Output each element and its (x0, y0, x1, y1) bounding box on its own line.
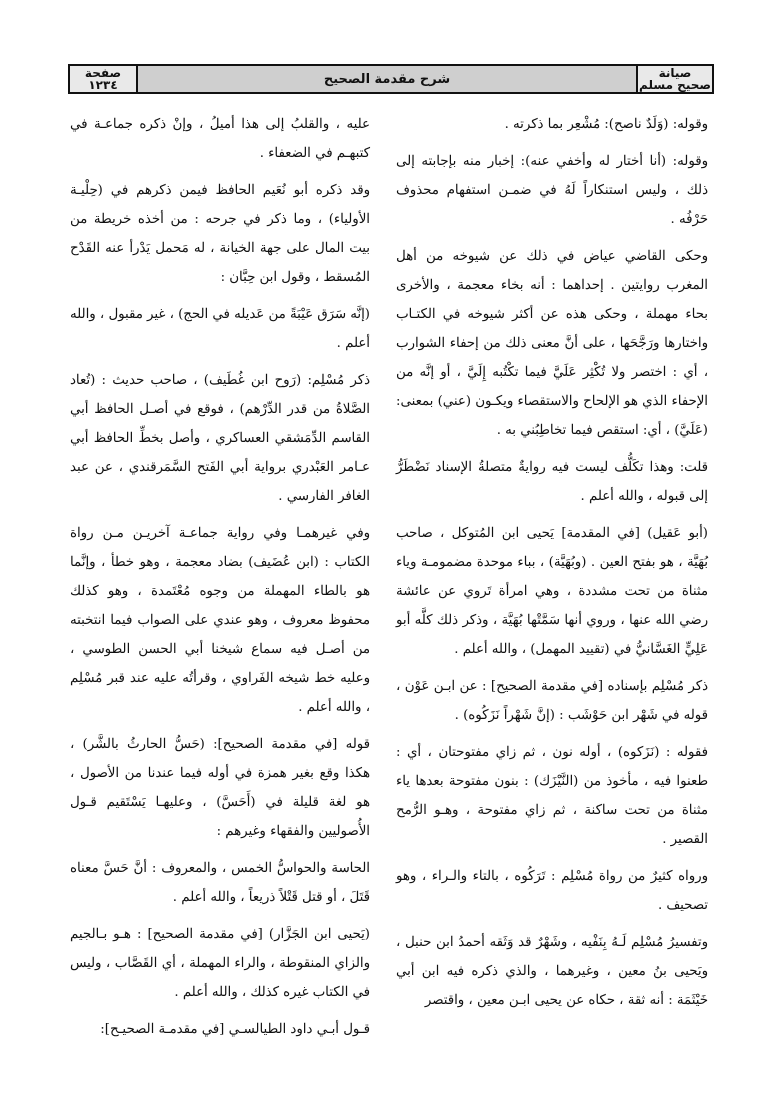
left-text-column (70, 110, 370, 1044)
paragraph: قوله [في مقدمة الصحيح]: (حَسُّ الحارثُ بالشَّر) ، هكذا وقع بغير همزة في أوله فيما عندنا من الأصول ، هو لغة قليلة في (أَحَسَّ) ، وعليهـا يَسْتَقيم قـول الأُصوليين والفقهاء وغيرهم : (70, 737, 370, 839)
paragraph: ذكر مُسْلِم: (رَوح ابن غُطَيف) ، صاحب حديث : (تُعاد الصَّلاةُ من قدر الدِّرْهم) ، فوقع في أصـل الحافظ أبي القاسم الدِّمَشقي العساكري ، وأصل بخطِّ الحافظ أبي عـامر العَبْدري برواية أبي الفَتح السَّمَرقندي ، عن عبد الغافر الفارسي . (70, 373, 370, 504)
header-chapter-title: شرح مقدمة الصحيح (323, 71, 451, 87)
paragraph: وقوله: (وَلَدٌ ناصح): مُشْعِر بما ذكرته . (504, 117, 708, 132)
running-header (68, 64, 714, 94)
paragraph: ورواه كثيرٌ من رواة مُسْلِم : تَرَكُوه ، بالتاء والـراء ، وهو تصحيف . (396, 869, 708, 913)
paragraph: عليه ، والقلبُ إلى هذا أميلُ ، وإنْ ذكره جماعـة في كتبهـم في الضعفاء . (70, 117, 370, 161)
paragraph: وتفسيرُ مُسْلِم لَـهُ بِنَفْيه ، وشَهْرٌ قد وَثَقه أحمدُ ابن حنبل ، ويَحيى بنُ معين ، وغيرهما ، والذي ذكره فيه ابن أبي خَيْثَمَة : أنه ثقة ، حكاه عن يحيى ابـن معين ، واقتصر (396, 935, 708, 1008)
paragraph: وقد ذكره أبو نُعَيم الحافظ فيمن ذكرهم في (حِلْيـة الأولياء) ، وما ذكر في جرحه : من أخذه خريطة من بيت المال على جهة الخيانة ، له مَحمل يَدْرأ عنه القَدْح المُسقط ، وقول ابن حِبَّان : (70, 183, 370, 285)
paragraph: وحكى القاضي عياض في ذلك عن شيوخه من أهل المغرب روايتين . إحداهما : أنه بخاء معجمة ، والأخرى بحاء مهملة ، وحكى هذه عن أكثر شيوخه في الكتـاب واختارها ورَجَّحَها ، على أنَّ معنى ذلك من إحفاء الشوارب ، أي : اختصر ولا تُكْثِر عَلَيَّ فيما تكْتُبه إِلَيَّ ، أو إنَّه من الإحفاء الذي هو الإلحاح والاستقصاء ويكـون (عني) بمعنى: (عَلَيَّ) ، أي: استقص فيما تخاطِبُني به . (396, 249, 708, 438)
paragraph: وفي غيرهمـا وفي رواية جماعـة آخريـن مـن رواة الكتاب : (ابن عُضَيف) بضاد معجمة ، وهو خطأ ، وإنَّما هو بالطاء المهملة من وجوه مُعْتَمدة ، وهو كذلك محفوظ معروف ، وهو عندي على الصواب فيما انتخبته من أصـل فيه سماع شيخنا أبي الحسن الطوسي ، وعليه خط شيخه الفَراوي ، وقرأتُه عليه عند قبر مُسْلِم ، والله أعلم . (70, 526, 370, 715)
paragraph: ذكر مُسْلِم بإسناده [في مقدمة الصحيح] : عن ابـن عَوْن ، قوله في شَهْر ابن حَوْشَب : (إنَّ شَهْراً نَزَكُوه) . (396, 679, 708, 723)
paragraph: الحاسة والحواسُّ الخمس ، والمعروف : أنَّ حَسَّ معناه قَتَلَ ، أو قتل قَتْلاً ذريعاً ، والله أعلم . (70, 861, 370, 905)
paragraph: وقوله: (أنا أختار له وأخفي عنه): إخبار منه بإجابته إلى ذلك ، وليس استنكاراً لَهُ في ضمـن استفهام محذوف حَرْفُه . (396, 154, 708, 227)
header-page-box (70, 66, 138, 92)
paragraph: (يَحيى ابن الجَزَّار) [في مقدمة الصحيح] : هـو بـالجيم والزاي المنقوطة ، والراء المهملة ، أي القَصَّاب ، وليس في الكتاب غيره كذلك ، والله أعلم . (70, 927, 370, 1000)
paragraph: (أبو عَقيل) [في المقدمة] يَحيى ابن المُتوكل ، صاحب بُهَيَّة ، هو بفتح العين . (وبُهَيَّة) ، بباء موحدة مضمومـة وياء مثناة من تحت مشددة ، وهي امرأة تَروي عن عائشة رضي الله عنها ، وروي أنها سَمَّتْها بُهَيَّة ، وذكر ذلك كلَّه أبو عَلِيٍّ الغَسَّانيُّ في (تقييد المهمل) ، والله أعلم . (396, 526, 708, 657)
paragraph: فقوله : (نَزَكوه) ، أوله نون ، ثم زاي مفتوحتان ، أي : طعنوا فيه ، مأخوذ من (النَّيْزَك) : بنون مفتوحة بعدها ياء مثناة من تحت ساكنة ، ثم زاي مفتوحة ، وهـو الرُّمح القصير . (396, 745, 708, 847)
header-book-box (636, 66, 712, 92)
right-text-column (396, 110, 708, 1015)
header-book-line1: صيانة (658, 66, 692, 80)
paragraph: قلت: وهذا تكَلُّف ليست فيه روايةٌ متصلةُ الإسناد نَضْطَرُّ إلى قبوله ، والله أعلم . (396, 460, 708, 504)
header-page-number: ١٢٣٤ (88, 78, 118, 92)
paragraph: (إنَّه سَرَق عَيْبَةً من عَديله في الحج) ، غير مقبول ، والله أعلم . (70, 307, 370, 351)
header-page-label: صفحة (84, 66, 122, 80)
paragraph: قـول أبـي داود الطيالسـي [في مقدمـة الصحيـح]: (100, 1022, 370, 1037)
header-book-line2: صحيح مسلم (639, 78, 711, 92)
